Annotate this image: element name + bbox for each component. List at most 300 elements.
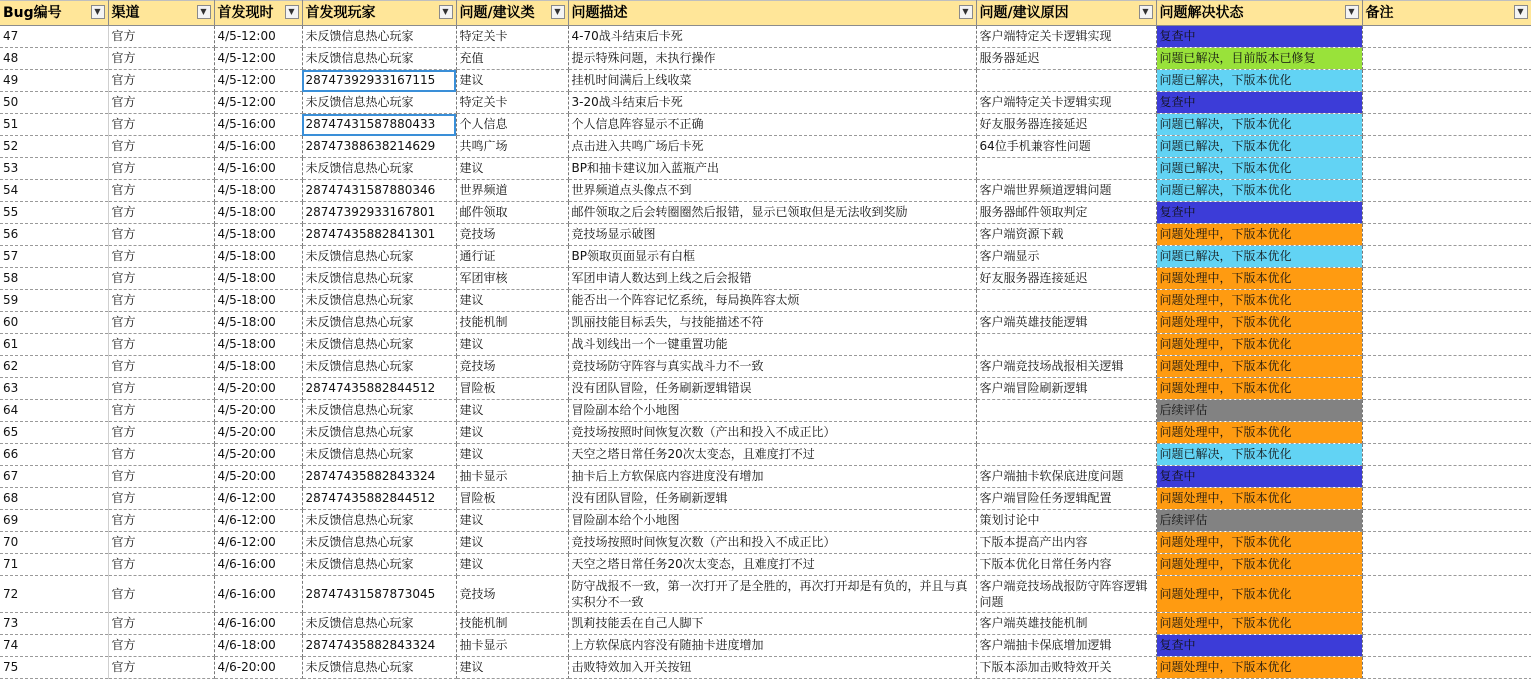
channel-cell[interactable]: 官方 [108,422,214,444]
first-player-cell[interactable]: 28747392933167801 [302,202,456,224]
status-cell[interactable]: 问题处理中，下版本优化 [1156,657,1362,679]
reason-cell[interactable]: 客户端竞技场战报相关逻辑 [976,356,1156,378]
category-cell[interactable]: 抽卡显示 [456,635,568,657]
category-cell[interactable]: 技能机制 [456,613,568,635]
status-cell[interactable]: 问题处理中，下版本优化 [1156,576,1362,613]
note-cell[interactable] [1362,246,1531,268]
first-time-cell[interactable]: 4/6-16:00 [214,576,302,613]
first-player-cell[interactable]: 未反馈信息热心玩家 [302,510,456,532]
first-player-cell[interactable]: 28747435882843324 [302,466,456,488]
first-player-cell[interactable]: 未反馈信息热心玩家 [302,92,456,114]
note-cell[interactable] [1362,400,1531,422]
first-time-cell[interactable]: 4/6-18:00 [214,635,302,657]
first-player-cell[interactable]: 28747435882843324 [302,635,456,657]
reason-cell[interactable]: 客户端世界频道逻辑问题 [976,180,1156,202]
channel-cell[interactable]: 官方 [108,136,214,158]
reason-cell[interactable]: 好友服务器连接延迟 [976,114,1156,136]
first-player-cell[interactable]: 28747431587873045 [302,576,456,613]
category-cell[interactable]: 建议 [456,334,568,356]
status-cell[interactable]: 问题已解决，下版本优化 [1156,114,1362,136]
first-player-cell[interactable]: 未反馈信息热心玩家 [302,422,456,444]
description-cell[interactable]: 提示特殊问题，未执行操作 [568,48,976,70]
bug-id-cell[interactable]: 74 [0,635,108,657]
channel-cell[interactable]: 官方 [108,635,214,657]
first-time-cell[interactable]: 4/5-18:00 [214,334,302,356]
bug-id-cell[interactable]: 60 [0,312,108,334]
description-cell[interactable]: 天空之塔日常任务20次太变态，且难度打不过 [568,444,976,466]
description-cell[interactable]: 竞技场按照时间恢复次数（产出和投入不成正比） [568,532,976,554]
category-cell[interactable]: 竞技场 [456,356,568,378]
note-cell[interactable] [1362,224,1531,246]
channel-cell[interactable]: 官方 [108,554,214,576]
channel-cell[interactable]: 官方 [108,334,214,356]
description-cell[interactable]: 3-20战斗结束后卡死 [568,92,976,114]
note-cell[interactable] [1362,554,1531,576]
first-player-cell[interactable]: 未反馈信息热心玩家 [302,356,456,378]
table-row [0,92,1531,114]
description-cell[interactable]: 挂机时间满后上线收菜 [568,70,976,92]
note-cell[interactable] [1362,466,1531,488]
status-cell[interactable]: 复查中 [1156,466,1362,488]
bug-id-cell[interactable]: 59 [0,290,108,312]
description-cell[interactable]: BP和抽卡建议加入蓝瓶产出 [568,158,976,180]
note-cell[interactable] [1362,202,1531,224]
note-cell[interactable] [1362,532,1531,554]
bug-id-cell[interactable]: 55 [0,202,108,224]
category-cell[interactable]: 邮件领取 [456,202,568,224]
first-player-cell[interactable]: 未反馈信息热心玩家 [302,26,456,48]
first-time-cell[interactable]: 4/5-18:00 [214,356,302,378]
first-time-cell[interactable]: 4/5-20:00 [214,378,302,400]
reason-cell[interactable]: 下版本优化日常任务内容 [976,554,1156,576]
first-time-cell[interactable]: 4/6-16:00 [214,613,302,635]
bug-id-cell[interactable]: 68 [0,488,108,510]
bug-id-cell[interactable]: 73 [0,613,108,635]
first-time-cell[interactable]: 4/6-16:00 [214,554,302,576]
reason-cell[interactable]: 客户端冒险刷新逻辑 [976,378,1156,400]
bug-id-cell[interactable]: 57 [0,246,108,268]
header-label: 首发现玩家 [305,5,376,21]
category-cell[interactable]: 建议 [456,422,568,444]
table-row [0,554,1531,576]
reason-cell[interactable]: 客户端抽卡软保底进度问题 [976,466,1156,488]
first-player-cell[interactable]: 未反馈信息热心玩家 [302,158,456,180]
first-time-cell[interactable]: 4/5-18:00 [214,180,302,202]
category-cell[interactable]: 建议 [456,290,568,312]
description-cell[interactable]: 天空之塔日常任务20次太变态，且难度打不过 [568,554,976,576]
bug-id-cell[interactable]: 69 [0,510,108,532]
note-cell[interactable] [1362,635,1531,657]
table-row [0,158,1531,180]
table-row [0,510,1531,532]
note-cell[interactable] [1362,92,1531,114]
reason-cell[interactable]: 服务器延迟 [976,48,1156,70]
first-player-cell[interactable]: 28747431587880346 [302,180,456,202]
channel-cell[interactable]: 官方 [108,26,214,48]
first-player-cell[interactable]: 未反馈信息热心玩家 [302,657,456,679]
reason-cell[interactable]: 客户端特定关卡逻辑实现 [976,92,1156,114]
first-player-cell[interactable]: 未反馈信息热心玩家 [302,532,456,554]
channel-cell[interactable]: 官方 [108,114,214,136]
first-time-cell[interactable]: 4/5-16:00 [214,114,302,136]
table-row [0,657,1531,679]
note-cell[interactable] [1362,136,1531,158]
first-player-cell[interactable]: 28747435882844512 [302,378,456,400]
channel-cell[interactable]: 官方 [108,224,214,246]
first-time-cell[interactable]: 4/5-16:00 [214,158,302,180]
reason-cell[interactable]: 好友服务器连接延迟 [976,268,1156,290]
status-cell[interactable]: 问题处理中，下版本优化 [1156,613,1362,635]
first-player-cell[interactable]: 未反馈信息热心玩家 [302,444,456,466]
status-cell[interactable]: 复查中 [1156,635,1362,657]
first-player-cell[interactable]: 未反馈信息热心玩家 [302,48,456,70]
status-cell[interactable]: 复查中 [1156,202,1362,224]
reason-cell[interactable] [976,422,1156,444]
channel-cell[interactable]: 官方 [108,400,214,422]
filter-dropdown-icon[interactable]: ▼ [197,5,211,19]
category-cell[interactable]: 军团审核 [456,268,568,290]
status-cell[interactable]: 问题处理中，下版本优化 [1156,378,1362,400]
first-time-cell[interactable]: 4/5-20:00 [214,466,302,488]
status-cell[interactable]: 问题已解决，目前版本已修复 [1156,48,1362,70]
table-row [0,246,1531,268]
description-cell[interactable]: 没有团队冒险，任务刷新逻辑 [568,488,976,510]
category-cell[interactable]: 竞技场 [456,224,568,246]
first-time-cell[interactable]: 4/5-20:00 [214,422,302,444]
note-cell[interactable] [1362,356,1531,378]
bug-id-cell[interactable]: 61 [0,334,108,356]
header-label: 首发现时 [217,5,274,21]
category-cell[interactable]: 建议 [456,444,568,466]
status-cell[interactable]: 问题已解决，下版本优化 [1156,180,1362,202]
description-cell[interactable]: 竞技场按照时间恢复次数（产出和投入不成正比） [568,422,976,444]
bug-id-cell[interactable]: 48 [0,48,108,70]
status-cell[interactable]: 问题处理中，下版本优化 [1156,290,1362,312]
channel-cell[interactable]: 官方 [108,444,214,466]
category-cell[interactable]: 建议 [456,554,568,576]
category-cell[interactable]: 共鸣广场 [456,136,568,158]
header-description[interactable] [568,1,976,26]
filter-dropdown-icon[interactable]: ▼ [1514,5,1528,19]
filter-dropdown-icon[interactable]: ▼ [285,5,299,19]
description-cell[interactable]: 世界频道点头像点不到 [568,180,976,202]
bug-id-cell[interactable]: 50 [0,92,108,114]
filter-dropdown-icon[interactable]: ▼ [1345,5,1359,19]
channel-cell[interactable]: 官方 [108,290,214,312]
reason-cell[interactable]: 客户端资源下载 [976,224,1156,246]
table-row [0,613,1531,635]
reason-cell[interactable]: 客户端显示 [976,246,1156,268]
first-player-cell[interactable]: 未反馈信息热心玩家 [302,268,456,290]
note-cell[interactable] [1362,268,1531,290]
status-cell[interactable]: 后续评估 [1156,510,1362,532]
filter-dropdown-icon[interactable]: ▼ [91,5,105,19]
bug-id-cell[interactable]: 72 [0,576,108,613]
first-player-cell[interactable]: 未反馈信息热心玩家 [302,400,456,422]
first-player-cell[interactable]: 未反馈信息热心玩家 [302,246,456,268]
description-cell[interactable]: 竞技场防守阵容与真实战斗力不一致 [568,356,976,378]
first-time-cell[interactable]: 4/6-12:00 [214,532,302,554]
status-cell[interactable]: 问题处理中，下版本优化 [1156,488,1362,510]
category-cell[interactable]: 建议 [456,158,568,180]
table-row [0,268,1531,290]
reason-cell[interactable]: 客户端英雄技能逻辑 [976,312,1156,334]
status-cell[interactable]: 问题已解决，下版本优化 [1156,158,1362,180]
bug-id-cell[interactable]: 63 [0,378,108,400]
channel-cell[interactable]: 官方 [108,70,214,92]
category-cell[interactable]: 建议 [456,532,568,554]
reason-cell[interactable] [976,290,1156,312]
reason-cell[interactable] [976,334,1156,356]
channel-cell[interactable]: 官方 [108,158,214,180]
reason-cell[interactable]: 客户端抽卡保底增加逻辑 [976,635,1156,657]
channel-cell[interactable]: 官方 [108,312,214,334]
description-cell[interactable]: 冒险副本给个小地图 [568,510,976,532]
note-cell[interactable] [1362,657,1531,679]
first-player-cell[interactable]: 未反馈信息热心玩家 [302,290,456,312]
filter-dropdown-icon[interactable]: ▼ [439,5,453,19]
description-cell[interactable]: 防守战报不一致，第一次打开了是全胜的，再次打开却是有负的，并且与真实积分不一致 [568,576,976,613]
category-cell[interactable]: 冒险板 [456,488,568,510]
first-time-cell[interactable]: 4/5-12:00 [214,70,302,92]
header-category[interactable] [456,1,568,26]
header-status[interactable] [1156,1,1362,26]
first-time-cell[interactable]: 4/5-18:00 [214,246,302,268]
bug-id-cell[interactable]: 70 [0,532,108,554]
selected-cell[interactable]: 28747431587880433 [302,114,456,136]
first-time-cell[interactable]: 4/5-12:00 [214,48,302,70]
header-label: 问题/建议原因 [979,5,1069,21]
note-cell[interactable] [1362,180,1531,202]
first-player-cell[interactable]: 28747435882841301 [302,224,456,246]
table-row [0,488,1531,510]
status-cell[interactable]: 问题处理中，下版本优化 [1156,422,1362,444]
channel-cell[interactable]: 官方 [108,268,214,290]
first-time-cell[interactable]: 4/5-18:00 [214,268,302,290]
status-cell[interactable]: 问题处理中，下版本优化 [1156,268,1362,290]
header-first-player[interactable] [302,1,456,26]
category-cell[interactable]: 建议 [456,657,568,679]
category-cell[interactable]: 竞技场 [456,576,568,613]
description-cell[interactable]: 个人信息阵容显示不正确 [568,114,976,136]
bug-id-cell[interactable]: 65 [0,422,108,444]
note-cell[interactable] [1362,444,1531,466]
category-cell[interactable]: 冒险板 [456,378,568,400]
bug-id-cell[interactable]: 54 [0,180,108,202]
description-cell[interactable]: 点击进入共鸣广场后卡死 [568,136,976,158]
bug-id-cell[interactable]: 51 [0,114,108,136]
table-row [0,48,1531,70]
channel-cell[interactable]: 官方 [108,202,214,224]
bug-id-cell[interactable]: 53 [0,158,108,180]
header-label: 问题解决状态 [1159,5,1244,21]
status-cell[interactable]: 问题已解决，下版本优化 [1156,444,1362,466]
status-cell[interactable]: 问题已解决，下版本优化 [1156,70,1362,92]
first-time-cell[interactable]: 4/5-12:00 [214,92,302,114]
filter-dropdown-icon[interactable]: ▼ [1139,5,1153,19]
header-bug-id[interactable] [0,1,108,26]
channel-cell[interactable]: 官方 [108,613,214,635]
category-cell[interactable]: 特定关卡 [456,92,568,114]
status-cell[interactable]: 问题已解决，下版本优化 [1156,136,1362,158]
note-cell[interactable] [1362,158,1531,180]
first-player-cell[interactable]: 未反馈信息热心玩家 [302,334,456,356]
status-cell[interactable]: 问题处理中，下版本优化 [1156,224,1362,246]
reason-cell[interactable]: 64位手机兼容性问题 [976,136,1156,158]
status-cell[interactable]: 问题处理中，下版本优化 [1156,312,1362,334]
note-cell[interactable] [1362,510,1531,532]
category-cell[interactable]: 抽卡显示 [456,466,568,488]
first-time-cell[interactable]: 4/5-16:00 [214,136,302,158]
first-time-cell[interactable]: 4/6-20:00 [214,657,302,679]
table-row [0,224,1531,246]
description-cell[interactable]: 凯丽技能目标丢失，与技能描述不符 [568,312,976,334]
description-cell[interactable]: BP领取页面显示有白框 [568,246,976,268]
bug-id-cell[interactable]: 71 [0,554,108,576]
first-time-cell[interactable]: 4/6-12:00 [214,488,302,510]
bug-id-cell[interactable]: 62 [0,356,108,378]
description-cell[interactable]: 邮件领取之后会转圈圈然后报错，显示已领取但是无法收到奖励 [568,202,976,224]
description-cell[interactable]: 4-70战斗结束后卡死 [568,26,976,48]
category-cell[interactable]: 特定关卡 [456,26,568,48]
channel-cell[interactable]: 官方 [108,576,214,613]
channel-cell[interactable]: 官方 [108,180,214,202]
reason-cell[interactable]: 下版本添加击败特效开关 [976,657,1156,679]
first-player-cell[interactable]: 28747388638214629 [302,136,456,158]
channel-cell[interactable]: 官方 [108,48,214,70]
description-cell[interactable]: 上方软保底内容没有随抽卡进度增加 [568,635,976,657]
reason-cell[interactable] [976,444,1156,466]
first-time-cell[interactable]: 4/5-18:00 [214,202,302,224]
channel-cell[interactable]: 官方 [108,466,214,488]
table-row [0,202,1531,224]
description-cell[interactable]: 军团申请人数达到上线之后会报错 [568,268,976,290]
status-cell[interactable]: 复查中 [1156,92,1362,114]
reason-cell[interactable] [976,400,1156,422]
bug-id-cell[interactable]: 47 [0,26,108,48]
first-time-cell[interactable]: 4/5-20:00 [214,400,302,422]
note-cell[interactable] [1362,312,1531,334]
reason-cell[interactable]: 服务器邮件领取判定 [976,202,1156,224]
header-channel[interactable] [108,1,214,26]
status-cell[interactable]: 复查中 [1156,26,1362,48]
first-player-cell[interactable]: 28747435882844512 [302,488,456,510]
table-row [0,532,1531,554]
bug-id-cell[interactable]: 58 [0,268,108,290]
note-cell[interactable] [1362,290,1531,312]
channel-cell[interactable]: 官方 [108,510,214,532]
reason-cell[interactable] [976,70,1156,92]
note-cell[interactable] [1362,48,1531,70]
first-player-cell[interactable]: 未反馈信息热心玩家 [302,613,456,635]
bug-id-cell[interactable]: 75 [0,657,108,679]
note-cell[interactable] [1362,576,1531,613]
header-first-time[interactable] [214,1,302,26]
channel-cell[interactable]: 官方 [108,92,214,114]
note-cell[interactable] [1362,114,1531,136]
category-cell[interactable]: 建议 [456,400,568,422]
channel-cell[interactable]: 官方 [108,488,214,510]
note-cell[interactable] [1362,334,1531,356]
first-player-cell[interactable]: 未反馈信息热心玩家 [302,554,456,576]
description-cell[interactable]: 没有团队冒险，任务刷新逻辑错误 [568,378,976,400]
status-cell[interactable]: 问题已解决，下版本优化 [1156,246,1362,268]
reason-cell[interactable] [976,158,1156,180]
header-note[interactable] [1362,1,1531,26]
channel-cell[interactable]: 官方 [108,657,214,679]
status-cell[interactable]: 问题处理中，下版本优化 [1156,532,1362,554]
category-cell[interactable]: 通行证 [456,246,568,268]
description-cell[interactable]: 抽卡后上方软保底内容进度没有增加 [568,466,976,488]
reason-cell[interactable]: 客户端冒险任务逻辑配置 [976,488,1156,510]
reason-cell[interactable]: 下版本提高产出内容 [976,532,1156,554]
first-player-cell[interactable]: 未反馈信息热心玩家 [302,312,456,334]
category-cell[interactable]: 充值 [456,48,568,70]
first-time-cell[interactable]: 4/5-18:00 [214,312,302,334]
note-cell[interactable] [1362,488,1531,510]
status-cell[interactable]: 问题处理中，下版本优化 [1156,356,1362,378]
bug-id-cell[interactable]: 52 [0,136,108,158]
status-cell[interactable]: 问题处理中，下版本优化 [1156,334,1362,356]
description-cell[interactable]: 竞技场显示破图 [568,224,976,246]
reason-cell[interactable]: 策划讨论中 [976,510,1156,532]
first-time-cell[interactable]: 4/5-20:00 [214,444,302,466]
first-time-cell[interactable]: 4/5-18:00 [214,224,302,246]
filter-dropdown-icon[interactable]: ▼ [959,5,973,19]
table-row [0,576,1531,613]
first-time-cell[interactable]: 4/5-12:00 [214,26,302,48]
reason-cell[interactable]: 客户端特定关卡逻辑实现 [976,26,1156,48]
bug-id-cell[interactable]: 66 [0,444,108,466]
first-time-cell[interactable]: 4/6-12:00 [214,510,302,532]
reason-cell[interactable]: 客户端英雄技能机制 [976,613,1156,635]
note-cell[interactable] [1362,70,1531,92]
note-cell[interactable] [1362,422,1531,444]
description-cell[interactable]: 战斗划线出一个一键重置功能 [568,334,976,356]
category-cell[interactable]: 世界频道 [456,180,568,202]
channel-cell[interactable]: 官方 [108,378,214,400]
category-cell[interactable]: 技能机制 [456,312,568,334]
bug-id-cell[interactable]: 67 [0,466,108,488]
header-reason[interactable] [976,1,1156,26]
bug-id-cell[interactable]: 49 [0,70,108,92]
table-row [0,334,1531,356]
filter-dropdown-icon[interactable]: ▼ [551,5,565,19]
category-cell[interactable]: 建议 [456,510,568,532]
channel-cell[interactable]: 官方 [108,532,214,554]
description-cell[interactable]: 击败特效加入开关按钮 [568,657,976,679]
description-cell[interactable]: 能否出一个阵容记忆系统，每局换阵容太烦 [568,290,976,312]
table-row [0,180,1531,202]
channel-cell[interactable]: 官方 [108,356,214,378]
description-cell[interactable]: 凯莉技能丢在自己人脚下 [568,613,976,635]
description-cell[interactable]: 冒险副本给个小地图 [568,400,976,422]
category-cell[interactable]: 个人信息 [456,114,568,136]
bug-id-cell[interactable]: 64 [0,400,108,422]
reason-cell[interactable]: 客户端竞技场战报防守阵容逻辑问题 [976,576,1156,613]
header-row [0,1,1531,26]
note-cell[interactable] [1362,378,1531,400]
first-time-cell[interactable]: 4/5-18:00 [214,290,302,312]
category-cell[interactable]: 建议 [456,70,568,92]
selected-cell[interactable]: 28747392933167115 [302,70,456,92]
status-cell[interactable]: 问题处理中，下版本优化 [1156,554,1362,576]
channel-cell[interactable]: 官方 [108,246,214,268]
note-cell[interactable] [1362,26,1531,48]
note-cell[interactable] [1362,613,1531,635]
bug-id-cell[interactable]: 56 [0,224,108,246]
status-cell[interactable]: 后续评估 [1156,400,1362,422]
